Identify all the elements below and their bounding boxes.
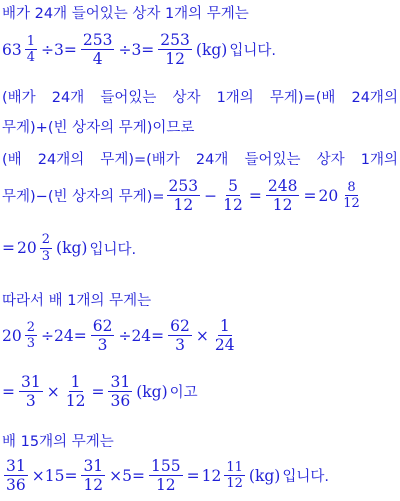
numerator: 155 xyxy=(151,457,181,475)
denominator: 3 xyxy=(97,336,108,355)
operator: = xyxy=(303,186,317,205)
fraction xyxy=(221,178,245,214)
operator: ÷3= xyxy=(118,40,155,59)
fraction xyxy=(40,233,52,263)
line-6-equation xyxy=(2,178,398,214)
fraction xyxy=(4,458,28,494)
line-5 xyxy=(2,148,398,169)
denominator: 3 xyxy=(175,336,185,355)
operator: ×15= xyxy=(31,466,78,485)
denominator: 36 xyxy=(6,476,26,495)
mixed-whole: 20 xyxy=(2,326,22,345)
word: 상자 xyxy=(316,152,345,168)
denominator: 12 xyxy=(226,476,243,492)
numerator: 62 xyxy=(92,317,113,335)
numerator: 248 xyxy=(267,177,298,195)
operator: = xyxy=(91,382,105,401)
line-11-text: 배 15개의 무게는 xyxy=(2,434,114,450)
word: 24개의 xyxy=(37,152,85,168)
fraction xyxy=(108,374,132,410)
operator: ÷3= xyxy=(41,40,77,59)
numerator: 31 xyxy=(110,373,131,391)
word: 24개 xyxy=(51,90,85,106)
fraction xyxy=(91,318,115,354)
word: 1개의 xyxy=(216,90,254,106)
line-8 xyxy=(2,289,398,310)
numerator: 1 xyxy=(219,317,230,335)
numerator: 1 xyxy=(26,33,36,49)
numerator: 31 xyxy=(6,457,26,475)
denominator: 12 xyxy=(272,196,293,215)
operator: = xyxy=(186,466,200,485)
operator: − xyxy=(204,186,218,205)
fraction xyxy=(81,32,115,68)
word: 무게)=(배가 xyxy=(100,152,180,168)
mixed-whole: 20 xyxy=(318,186,339,205)
line-4-text: 무게)+(빈 상자의 무게)이므로 xyxy=(2,120,195,136)
mixed-whole: 20 xyxy=(17,239,37,258)
line-7-equation xyxy=(2,233,398,263)
operator: × xyxy=(195,326,209,345)
unit-kg: (kg) xyxy=(136,382,168,401)
fraction xyxy=(341,181,362,211)
numerator: 2 xyxy=(26,319,36,335)
line-4 xyxy=(2,116,398,137)
word: (배가 xyxy=(2,90,36,106)
numerator: 253 xyxy=(82,31,113,49)
line-10-equation xyxy=(2,374,398,410)
denominator: 12 xyxy=(155,476,176,495)
numerator: 8 xyxy=(347,179,356,195)
fraction xyxy=(25,321,37,351)
denominator: 4 xyxy=(26,50,36,66)
numerator: 2 xyxy=(41,232,51,247)
numerator: 62 xyxy=(170,317,190,335)
line-9-equation xyxy=(2,318,398,354)
fraction xyxy=(224,461,245,491)
numerator: 1 xyxy=(70,373,81,391)
denominator: 3 xyxy=(25,392,36,411)
operator: = xyxy=(2,239,15,258)
sentence-end: 이고 xyxy=(169,385,198,402)
unit-kg: (kg) xyxy=(248,466,281,485)
operator: ×5= xyxy=(109,466,146,485)
denominator: 3 xyxy=(26,336,36,352)
denominator: 24 xyxy=(214,336,235,355)
line-1-text: 배가 24개 들어있는 상자 1개의 무게는 xyxy=(2,6,249,22)
word: 들어있는 xyxy=(244,152,301,168)
sentence-end: 입니다. xyxy=(282,469,329,486)
numerator: 11 xyxy=(226,459,243,475)
denominator: 36 xyxy=(110,392,131,411)
denominator: 12 xyxy=(65,392,86,411)
mixed-whole: 63 xyxy=(2,40,22,59)
numerator: 31 xyxy=(83,457,104,475)
fraction xyxy=(81,458,105,494)
line-11 xyxy=(2,430,398,451)
word: (배 xyxy=(2,152,22,168)
denominator: 3 xyxy=(41,248,51,264)
operator: × xyxy=(46,382,60,401)
fraction xyxy=(25,35,37,65)
unit-kg: (kg) xyxy=(195,40,228,59)
line-12-equation xyxy=(2,458,398,494)
numerator: 5 xyxy=(228,177,238,195)
fraction xyxy=(158,32,192,68)
fraction xyxy=(64,374,88,410)
denominator: 4 xyxy=(92,50,103,69)
word: 24개의 xyxy=(351,90,398,106)
line-2-equation xyxy=(2,32,398,68)
fraction xyxy=(149,458,183,494)
fraction xyxy=(213,318,237,354)
word: 들어있는 xyxy=(100,90,157,106)
line-1 xyxy=(2,2,398,23)
denominator: 12 xyxy=(223,196,243,215)
word: 무게)=(배 xyxy=(269,90,336,106)
sentence-end: 입니다. xyxy=(229,43,276,60)
operator: = xyxy=(248,186,262,205)
numerator: 31 xyxy=(21,373,41,391)
operator: ÷24= xyxy=(118,326,165,345)
denominator: 12 xyxy=(343,196,360,212)
line-6-text: 무게)−(빈 상자의 무게)= xyxy=(2,189,165,206)
sentence-end: 입니다. xyxy=(89,241,137,258)
unit-kg: (kg) xyxy=(56,239,88,258)
word: 1개의 xyxy=(360,152,398,168)
line-8-text: 따라서 배 1개의 무게는 xyxy=(2,293,152,309)
word: 24개 xyxy=(195,152,229,168)
fraction xyxy=(19,374,43,410)
denominator: 12 xyxy=(83,476,104,495)
operator: ÷24= xyxy=(41,326,87,345)
line-3 xyxy=(2,86,398,107)
denominator: 12 xyxy=(165,50,185,69)
numerator: 253 xyxy=(160,31,190,49)
mixed-whole: 12 xyxy=(201,466,222,485)
denominator: 12 xyxy=(173,196,194,215)
fraction xyxy=(168,318,192,354)
fraction xyxy=(167,178,201,214)
word: 상자 xyxy=(172,90,201,106)
fraction xyxy=(266,178,300,214)
numerator: 253 xyxy=(168,177,199,195)
operator: = xyxy=(2,382,15,401)
